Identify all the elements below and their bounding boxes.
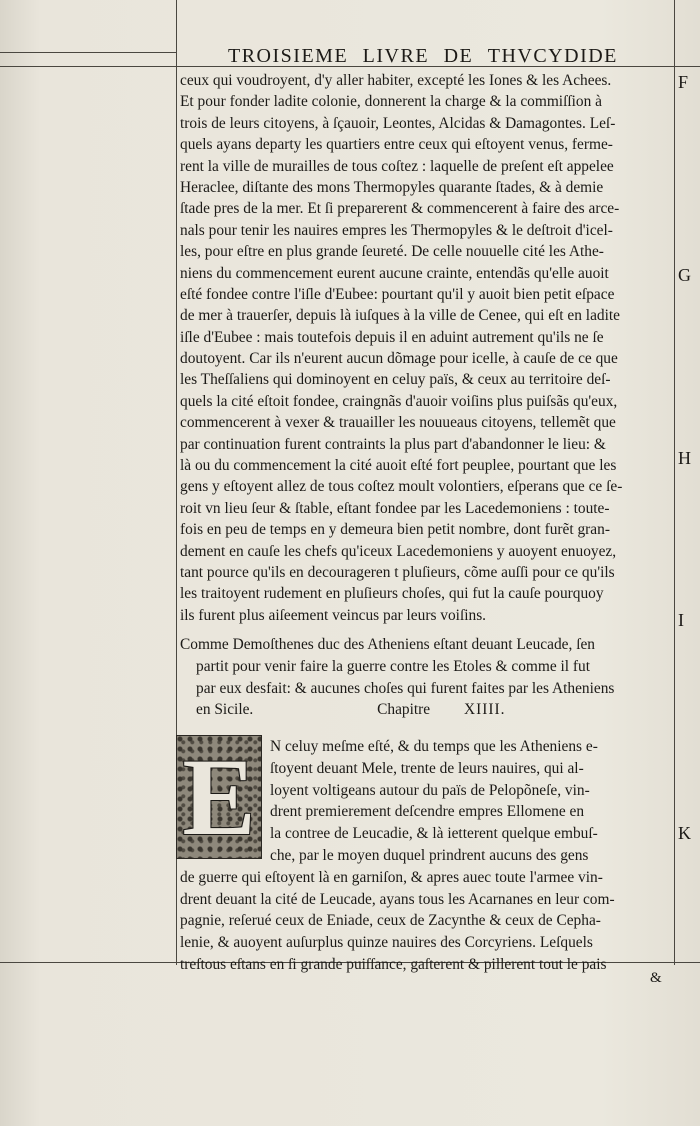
- text-line: N celuy meſme eſté, & du temps que les Atheniens e-: [270, 738, 598, 755]
- chapter-heading-line: partit pour venir faire la guerre contre les Etoles & comme il fut: [196, 657, 591, 675]
- text-line: rent la ville de murailles de tous coſtez : laquelle de preſent eſt appelee: [180, 157, 614, 175]
- margin-letter-f: F: [678, 72, 689, 92]
- text-line: Heraclee, diſtante des mons Thermopyles quarante ſtades, & à demie: [180, 178, 604, 196]
- text-line: dement en cauſe les chefs qu'iceux Lacedemoniens y auoyent enuoyez,: [180, 542, 617, 560]
- margin-letter-i: I: [678, 610, 684, 630]
- text-line: loyent voltigeans autour du païs de Pelopõneſe, vin-: [270, 781, 590, 799]
- top-rule: [0, 52, 176, 53]
- text-line: ſtoyent deuant Mele, trente de leurs nauires, qui al-: [270, 759, 584, 777]
- chapter-heading-line: par eux desfait: & aucunes choſes qui furent faites par les Atheniens: [196, 679, 615, 697]
- text-line: drent premierement deſcendre empres Ellomene en: [270, 803, 585, 821]
- header-word: THVCYDIDE: [487, 45, 618, 67]
- text-line: ils furent plus aiſeement veincus par leurs voiſins.: [180, 606, 487, 624]
- text-line: ſtade pres de la mer. Et ſi preparerent & commencerent à faire des arce-: [180, 200, 620, 218]
- catchword: &: [650, 970, 662, 986]
- text-line: nals pour tenir les nauires empres les Thermopyles & le deſtroit d'icel-: [180, 221, 613, 239]
- text-line: eſté fondee contre l'iſle d'Eubee: pourtant qu'il y auoit bien petit eſpace: [180, 285, 615, 303]
- text-line: la contree de Leucadie, & là ietterent quelque embuſ-: [270, 825, 598, 843]
- header-word: DE: [443, 45, 474, 67]
- dropcap-letter: E: [182, 736, 256, 858]
- chapter-label: Chapitre: [377, 701, 431, 719]
- header-word: LIVRE: [362, 45, 430, 67]
- text-line: pagnie, reſerué ceux de Eniade, ceux de Zacynthe & ceux de Cepha-: [180, 912, 601, 930]
- text-line: Et pour fonder ladite colonie, donnerent la charge & la commiſſion à: [180, 93, 602, 111]
- margin-letter-k: K: [678, 823, 691, 843]
- chapter-heading-line: Comme Demoſthenes duc des Atheniens eſtant deuant Leucade, ſen: [180, 636, 595, 653]
- chapter-heading-line: [180, 699, 672, 721]
- text-line: de guerre qui eſtoyent là en garniſon, & apres auec toute l'armee vin-: [180, 868, 603, 886]
- text-line: fois en peu de temps en y demeura bien petit nombre, dont furẽt gran-: [180, 521, 610, 539]
- text-line: drent deuant la cité de Leucade, ayans tous les Acarnanes en leur com-: [180, 890, 615, 908]
- margin-letter-g: G: [678, 265, 691, 285]
- text-line: là ou du commencement la cité auoit eſté fort peuplee, pourtant que les: [180, 457, 617, 475]
- chapter-heading-end: en Sicile.: [196, 701, 254, 719]
- text-line: quels la cité eſtoit fondee, craingnãs d'auoir voiſins plus puiſsãs qu'eux,: [180, 392, 618, 410]
- text-line: les Theſſaliens qui dominoyent en celuy païs, & ceux au territoire deſ-: [180, 371, 611, 389]
- text-line: quels ayans departy les quartiers entre ceux qui eſtoyent venus, ferme-: [180, 136, 613, 154]
- chapter-number: XIIII.: [464, 701, 506, 719]
- text-line: niens du commencement eurent aucune crainte, entendãs qu'elle auoit: [180, 264, 609, 282]
- text-line: trois de leurs citoyens, à ſçauoir, Leontes, Alcidas & Damagontes. Leſ-: [180, 114, 616, 132]
- running-header: [228, 45, 668, 69]
- text-line: che, par le moyen duquel prindrent aucuns des gens: [270, 846, 589, 864]
- text-line: treſtous eſtans en ſi grande puiſſance, gaſterent & pillerent tout le pais: [180, 955, 607, 973]
- header-word: TROISIEME: [228, 45, 349, 67]
- text-line: par continuation furent contraints la plus part d'abandonner le lieu: &: [180, 435, 606, 453]
- text-line: les traitoyent rudement en pluſieurs choſes, qui fut la cauſe pourquoy: [180, 585, 604, 603]
- text-line: doutoyent. Car ils n'eurent aucun dõmage pour icelle, à cauſe de ce que: [180, 350, 618, 368]
- text-line: de mer à trauerſer, depuis là iuſques à la ville de Cenee, qui eſt en ladite: [180, 307, 620, 325]
- text-line: gens y eſtoyent allez de tous coſtez moult volontiers, eſperans que ce ſe-: [180, 478, 623, 496]
- main-paragraph: [180, 70, 672, 626]
- text-line: ceux qui voudroyent, d'y aller habiter, excepté les Iones & les Achees.: [180, 72, 612, 89]
- text-line: tant pource qu'ils en decourageren t pluſieurs, cõme auſſi pour ce qu'ils: [180, 563, 615, 581]
- margin-letter-h: H: [678, 448, 691, 468]
- text-line: iſle d'Eubee : mais toutefois depuis il en aduint autrement qu'ils ne ſe: [180, 328, 604, 346]
- chapter-paragraph: [180, 736, 672, 976]
- right-margin-rule: [674, 0, 675, 965]
- text-line: roit vn lieu ſeur & ſtable, eſtant fondee par les Lacedemoniens : toute-: [180, 499, 610, 517]
- chapter-heading: [180, 634, 672, 721]
- text-line: commencerent à vexer & trauailler les nouueaus citoyens, tellemẽt que: [180, 414, 616, 432]
- text-line: lenie, & auoyent auſurplus quinze nauires des Corcyriens. Leſquels: [180, 934, 593, 952]
- text-line: les, pour eſtre en plus grande ſeureté. De celle nouuelle cité les Athe-: [180, 243, 604, 261]
